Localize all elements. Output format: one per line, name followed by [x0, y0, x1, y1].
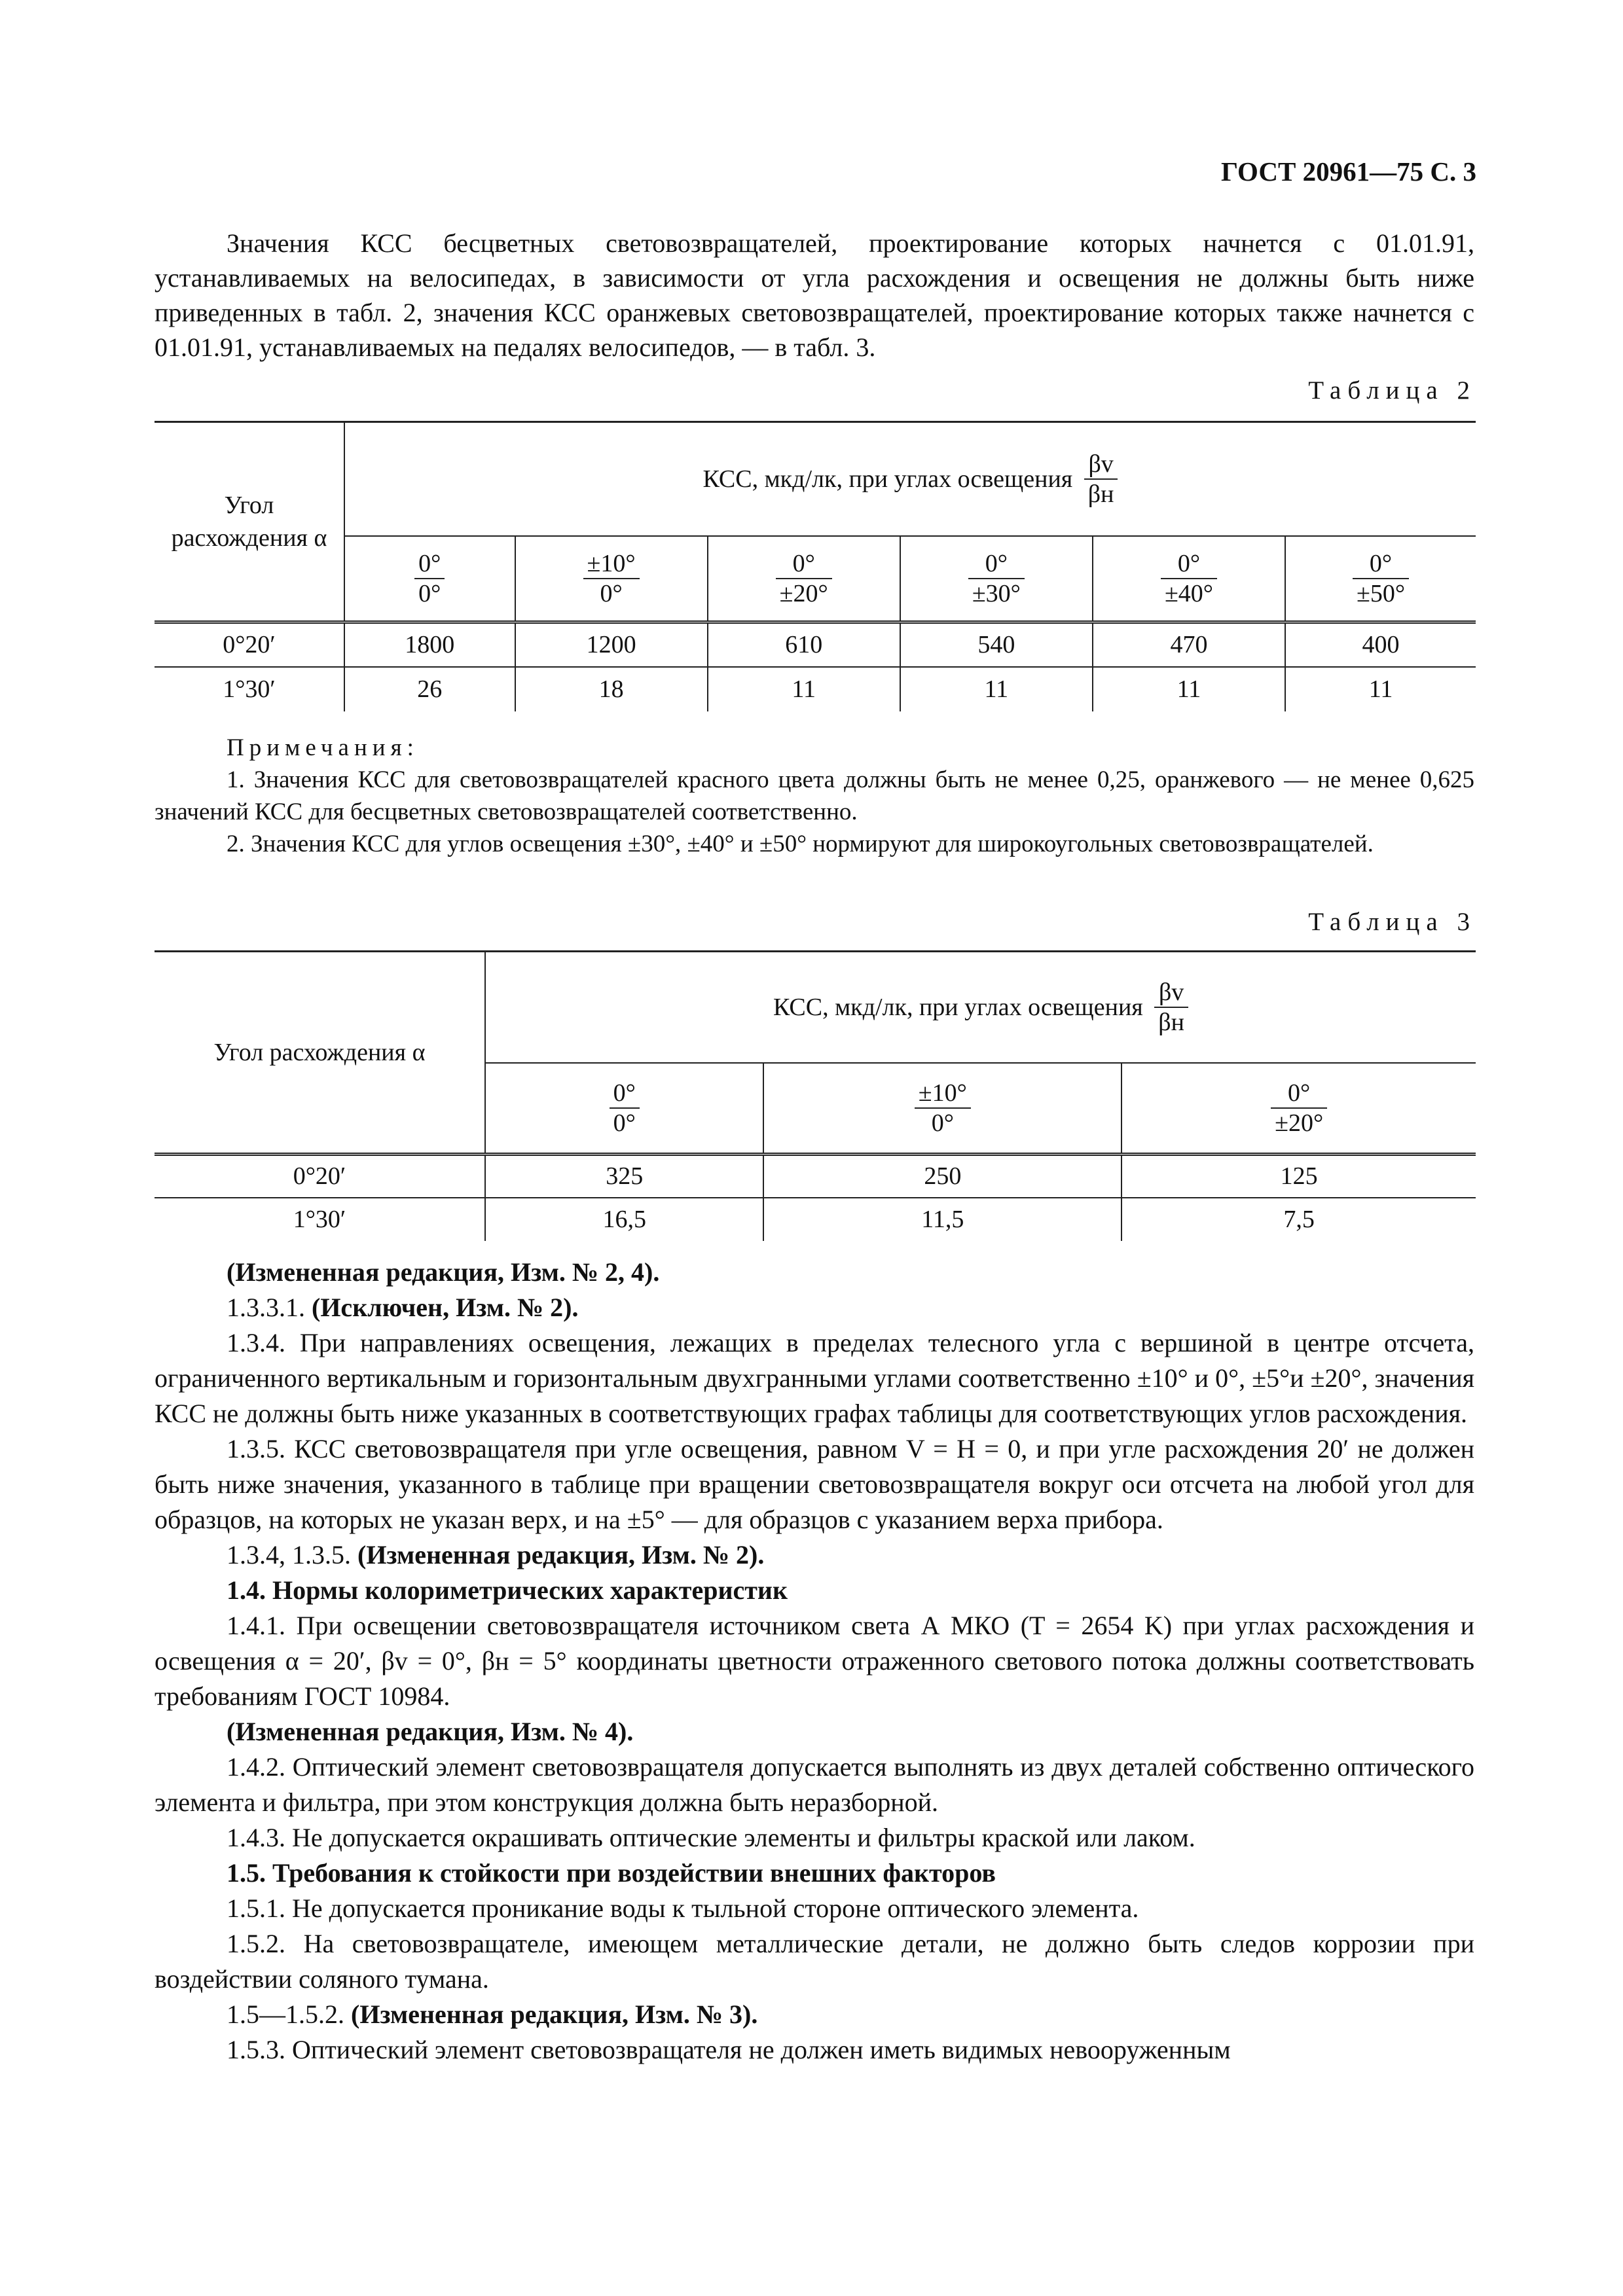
table3-col-header: $\frac{0^\circ}{\pm 20^\circ}$ — [1122, 1063, 1476, 1155]
value-cell: 26 — [344, 667, 515, 711]
t2-row-header: Угол расхождения α — [155, 422, 344, 622]
value-cell: 1800 — [344, 622, 515, 667]
value-cell: 11,5 — [763, 1198, 1122, 1241]
table2-col-header: $\frac{0^\circ}{0^\circ}$ — [344, 536, 515, 622]
intro-paragraph: Значения КСС бесцветных световозвращателей, проектирование которых начнется с 01.01.91, устанавливаемых на велосипедах, в зависимости от угла расхождения и освещения не должны быть ниже приведенных в табл. 2, значения КСС оранжевых световозвращателей, проектирование которых также начнется с 01.01.91, устанавливаемых на педалях велосипедов, — в табл. 3. — [155, 228, 1474, 362]
clause-1-5-3: 1.5.3. Оптический элемент световозвращателя не должен иметь видимых невооруженным — [227, 2035, 1231, 2064]
table2-col-header: $\frac{0^\circ}{\pm 30^\circ}$ — [900, 536, 1093, 622]
t2-beta-frac: $\frac{\beta v}{\beta н}$ — [1084, 450, 1118, 509]
value-cell: 1200 — [515, 622, 708, 667]
value-cell: 11 — [708, 667, 900, 711]
value-cell: 16,5 — [485, 1198, 763, 1241]
angle-cell: 0°20′ — [155, 622, 344, 667]
table-3 — [155, 950, 1476, 1241]
table3-caption: Таблица 3 — [1308, 908, 1476, 936]
section-1-5-heading: 1.5. Требования к стойкости при воздействии внешних факторов — [227, 1858, 996, 1888]
value-cell: 7,5 — [1122, 1198, 1476, 1241]
t2-group-header: КСС, мкд/лк, при углах освещения $\frac{\beta v}{\beta н}$ — [344, 422, 1476, 536]
clause-1-4-2: 1.4.2. Оптический элемент световозвращателя допускается выполнять из двух деталей собственно оптического элемента и фильтра, при этом конструкция должна быть неразборной. — [155, 1752, 1474, 1817]
clause-1-4-3: 1.4.3. Не допускается окрашивать оптические элементы и фильтры краской или лаком. — [227, 1823, 1195, 1852]
note-2: 2. Значения КСС для углов освещения ±30°, ±40° и ±50° нормируют для широкоугольных световозвращателей. — [227, 831, 1374, 857]
notes-title: Примечания: — [227, 734, 419, 761]
clause-1-5-1: 1.5.1. Не допускается проникание воды к тыльной стороне оптического элемента. — [227, 1893, 1139, 1923]
amendment-note: (Измененная редакция, Изм. № 4). — [227, 1717, 634, 1746]
note-1: 1. Значения КСС для световозвращателей красного цвета должны быть не менее 0,25, оранжевого — не менее 0,625 значений КСС для бесцветных световозвращателей соответственно. — [155, 766, 1474, 825]
table3-row — [155, 1155, 1476, 1198]
clause-1-4-1: 1.4.1. При освещении световозвращателя источником света А МКО (T = 2654 K) при углах расхождения и освещения α = 20′, βv = 0°, βн = 5° координаты цветности отраженного светового потока должны соответствовать требованиям ГОСТ 10984. — [155, 1611, 1474, 1711]
value-cell: 325 — [485, 1155, 763, 1198]
value-cell: 18 — [515, 667, 708, 711]
angle-cell: 0°20′ — [155, 1155, 485, 1198]
t3-row-header: Угол расхождения α — [155, 952, 485, 1155]
section-1-4-heading: 1.4. Нормы колориметрических характеристик — [227, 1575, 788, 1605]
clause-1-3-5: 1.3.5. КСС световозвращателя при угле освещения, равном V = H = 0, и при угле расхождения 20′ не должен быть ниже значения, указанного в таблице при вращении световозвращателя вокруг оси отсчета на любой угол для образцов, на которых не указан верх, и на ±5° — для образцов с указанием верха прибора. — [155, 1434, 1474, 1534]
amendment-note: 1.3.4, 1.3.5. (Измененная редакция, Изм. № 2). — [227, 1540, 765, 1570]
table3-col-header: $\frac{0^\circ}{0^\circ}$ — [485, 1063, 763, 1155]
clause-1-3-3-1: 1.3.3.1. (Исключен, Изм. № 2). — [227, 1293, 579, 1322]
value-cell: 11 — [1285, 667, 1476, 711]
table2-row — [155, 622, 1476, 667]
table2-col-header: $\frac{0^\circ}{\pm 20^\circ}$ — [708, 536, 900, 622]
table2-col-header: $\frac{0^\circ}{\pm 50^\circ}$ — [1285, 536, 1476, 622]
table3-col-header: $\frac{\pm 10^\circ}{0^\circ}$ — [763, 1063, 1122, 1155]
amendment-note: (Измененная редакция, Изм. № 2, 4). — [227, 1257, 660, 1287]
table2-row — [155, 667, 1476, 711]
t3-beta-frac: $\frac{\beta v}{\beta н}$ — [1154, 978, 1188, 1037]
t3-group-header: КСС, мкд/лк, при углах освещения $\frac{\beta v}{\beta н}$ — [485, 952, 1476, 1063]
table2-col-header: $\frac{\pm 10^\circ}{0^\circ}$ — [515, 536, 708, 622]
value-cell: 250 — [763, 1155, 1122, 1198]
angle-cell: 1°30′ — [293, 1206, 346, 1233]
value-cell: 470 — [1093, 622, 1285, 667]
clause-1-5-2: 1.5.2. На световозвращателе, имеющем металлические детали, не должно быть следов коррозии при воздействии соляного тумана. — [155, 1929, 1474, 1994]
body-text — [155, 1255, 1474, 2068]
value-cell: 610 — [708, 622, 900, 667]
value-cell: 125 — [1122, 1155, 1476, 1198]
amendment-note: 1.5—1.5.2. (Измененная редакция, Изм. № 3). — [227, 2000, 758, 2029]
table-2 — [155, 421, 1476, 711]
table2-caption: Таблица 2 — [1308, 376, 1476, 404]
notes-block — [155, 732, 1474, 860]
value-cell: 11 — [1093, 667, 1285, 711]
value-cell: 11 — [900, 667, 1093, 711]
angle-cell: 1°30′ — [223, 675, 276, 703]
table2-col-header: $\frac{0^\circ}{\pm 40^\circ}$ — [1093, 536, 1285, 622]
value-cell: 400 — [1285, 622, 1476, 667]
clause-1-3-4: 1.3.4. При направлениях освещения, лежащих в пределах телесного угла с вершиной в центре отсчета, ограниченного вертикальным и горизонтальным двухгранными углами соответственно ±10° и 0°, ±5°и ±20°, значения КСС не должны быть ниже указанных в соответствующих графах таблицы для соответствующих углов расхождения. — [155, 1328, 1474, 1428]
page-header: ГОСТ 20961—75 С. 3 — [1220, 156, 1476, 187]
value-cell: 540 — [900, 622, 1093, 667]
table3-row — [155, 1198, 1476, 1241]
